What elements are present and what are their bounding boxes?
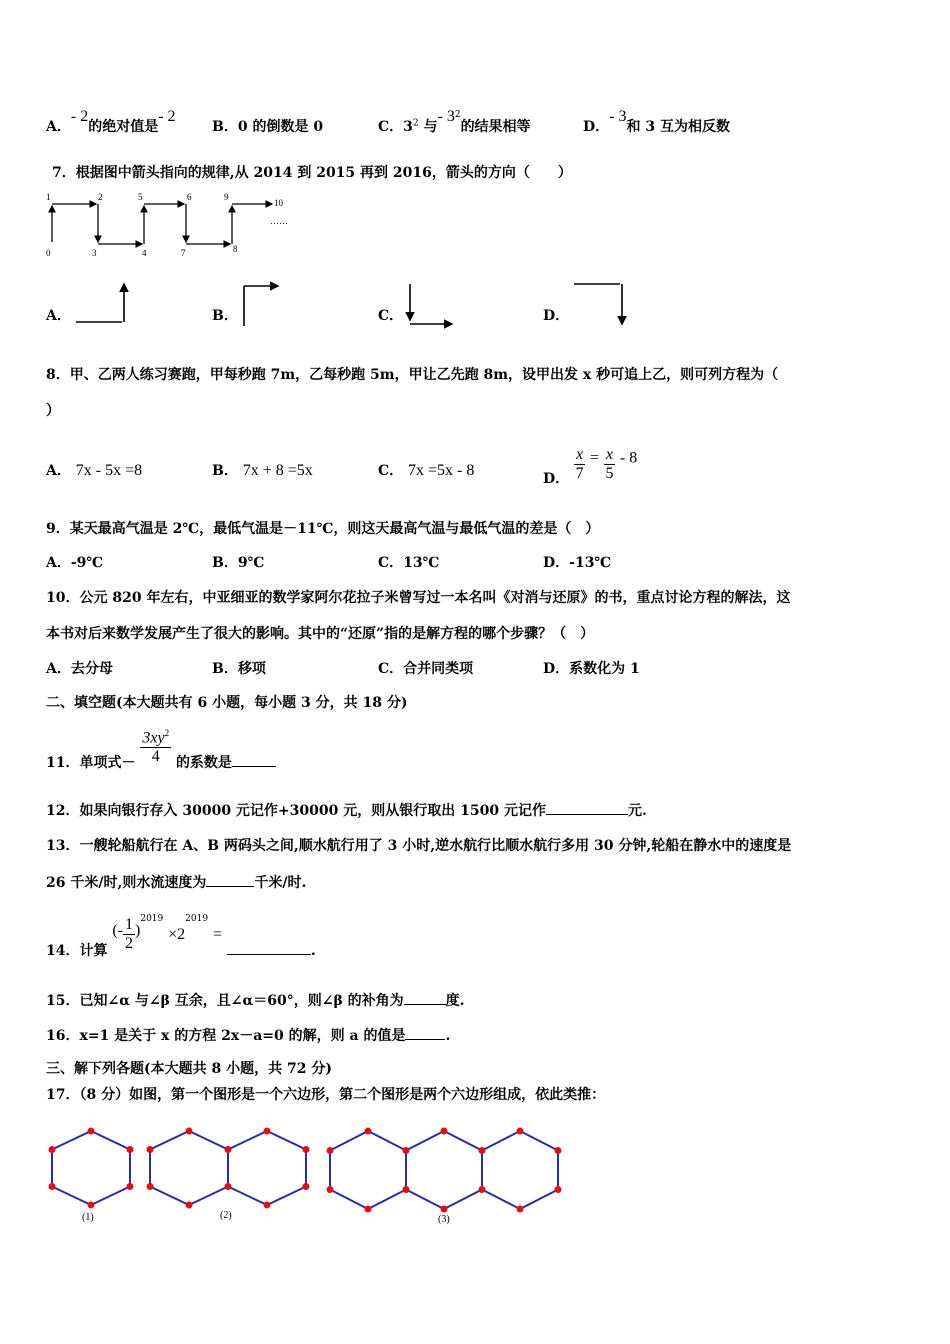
hexagon-vertex-dot	[264, 1128, 271, 1135]
svg-text:3: 3	[92, 248, 97, 258]
svg-text:10: 10	[274, 198, 283, 208]
hexagon-vertex-dot	[127, 1146, 134, 1153]
svg-text:(2): (2)	[220, 1210, 232, 1221]
svg-text:0: 0	[46, 248, 51, 258]
q12: 12．如果向银行存入 30000 元记作+30000 元，则从银行取出 1500 元记作 元.	[46, 800, 647, 820]
svg-text:1: 1	[46, 192, 51, 202]
hexagon	[228, 1131, 306, 1205]
hexagon-vertex-dot	[225, 1146, 232, 1153]
q7-option-c-arrow-icon	[402, 276, 462, 330]
hexagon-vertex-dot	[517, 1206, 524, 1213]
q9-stem: 9．某天最高气温是 2℃，最低气温是－11℃，则这天最高气温与最低气温的差是（ ）	[46, 521, 600, 537]
hexagon-vertex-dot	[264, 1202, 271, 1209]
q9-option-b[interactable]: B．9℃	[212, 555, 265, 571]
q10-option-b[interactable]: B．移项	[212, 661, 266, 677]
hexagon-vertex-dot	[365, 1206, 372, 1213]
hexagon-vertex-dot	[49, 1183, 56, 1190]
q7-option-d-arrow-icon	[572, 276, 632, 330]
q7-option-b-label[interactable]: B．	[212, 308, 238, 324]
q10-stem-line1: 10．公元 820 年左右，中亚细亚的数学家阿尔花拉子米曾写过一本名叫《对消与还原》的书，重点讨论方程的解法，这	[46, 590, 791, 606]
hexagon-vertex-dot	[147, 1183, 154, 1190]
q6-option-c: C．$3^2$ 与- $3^2$的结果相等	[378, 108, 531, 135]
q7-option-d-label[interactable]: D．	[543, 308, 570, 324]
q8-stem-line1: 8．甲、乙两人练习赛跑，甲每秒跑 7m，乙每秒跑 5m，甲让乙先跑 8m，设甲出发 x 秒可追上乙，则可列方程为（	[46, 367, 779, 383]
hexagon	[406, 1131, 482, 1209]
hexagon	[482, 1131, 558, 1209]
q9-option-c[interactable]: C．13℃	[378, 555, 440, 571]
hexagon-vertex-dot	[303, 1183, 310, 1190]
q17-hexagon-figures	[40, 1118, 580, 1228]
q13-answer-blank[interactable]	[206, 872, 254, 887]
hexagon-vertex-dot	[327, 1186, 334, 1193]
arrow-pattern-svg	[44, 190, 294, 260]
hexagon	[150, 1131, 228, 1205]
hexagon-vertex-dot	[186, 1202, 193, 1209]
svg-text:6: 6	[187, 192, 192, 202]
hexagon-vertex-dot	[365, 1128, 372, 1135]
hexagon-vertex-dot	[555, 1186, 562, 1193]
q16: 16．x=1 是关于 x 的方程 2x－a=0 的解，则 a 的值是 .	[46, 1025, 450, 1045]
q16-answer-blank[interactable]	[405, 1025, 445, 1040]
section2-heading: 二、填空题(本大题共有 6 小题，每小题 3 分，共 18 分)	[46, 695, 408, 711]
q10-option-c[interactable]: C．合并同类项	[378, 661, 474, 677]
svg-text:9: 9	[224, 192, 229, 202]
q14-answer-blank[interactable]	[227, 940, 311, 955]
svg-text:8: 8	[233, 244, 238, 254]
q13-line1: 13．一艘轮船航行在 A、B 两码头之间,顺水航行用了 3 小时,逆水航行比顺水航行多用 30 分钟,轮船在静水中的速度是	[46, 838, 792, 854]
hexagon-vertex-dot	[403, 1147, 410, 1154]
q12-answer-blank[interactable]	[546, 800, 628, 815]
hexagon-vertex-dot	[225, 1183, 232, 1190]
q8-stem-line2: ）	[46, 403, 60, 419]
svg-text:(1): (1)	[82, 1212, 94, 1223]
svg-text:……: ……	[270, 216, 288, 226]
q11-answer-blank[interactable]	[232, 752, 276, 767]
svg-text:7: 7	[181, 248, 186, 258]
q10-option-d[interactable]: D．系数化为 1	[543, 661, 640, 677]
svg-text:4: 4	[142, 248, 147, 258]
hexagon-vertex-dot	[517, 1128, 524, 1135]
q6-option-b: B．0 的倒数是 0	[212, 119, 324, 135]
hexagon-vertex-dot	[186, 1128, 193, 1135]
hexagon-vertex-dot	[303, 1146, 310, 1153]
q9-option-a[interactable]: A．-9℃	[46, 555, 104, 571]
q6-option-d: D．- 3和 3 互为相反数	[583, 108, 730, 135]
q7-option-c-label[interactable]: C．	[378, 308, 404, 324]
hexagon-vertex-dot	[88, 1202, 95, 1209]
svg-text:5: 5	[138, 192, 143, 202]
hexagon-vertex-dot	[441, 1206, 448, 1213]
q15: 15．已知∠α 与∠β 互余，且∠α＝60°，则∠β 的补角为 度.	[46, 990, 465, 1010]
q8-option-a[interactable]: A． 7x - 5x =8	[46, 462, 143, 479]
hexagon-vertex-dot	[479, 1186, 486, 1193]
section3-heading: 三、解下列各题(本大题共 8 小题，共 72 分)	[46, 1061, 332, 1077]
q14: 14．计算 (- $\frac{1}{2}$ )$^{2019} \times 2^{2019}$ = .	[46, 913, 316, 959]
q11: 11．单项式－ $\frac{3xy^2}{4}$ 的系数是	[46, 716, 276, 758]
svg-text:2: 2	[98, 192, 103, 202]
q8-option-c[interactable]: C． 7x =5x - 8	[378, 462, 475, 479]
hexagon	[52, 1131, 130, 1205]
hexagon-vertex-dot	[555, 1147, 562, 1154]
q10-option-a[interactable]: A．去分母	[46, 661, 113, 677]
hexagon-vertex-dot	[479, 1147, 486, 1154]
q10-stem-line2: 本书对后来数学发展产生了很大的影响。其中的“还原”指的是解方程的哪个步骤？（ ）	[46, 626, 595, 642]
hexagon-vertex-dot	[403, 1186, 410, 1193]
q17-stem: 17．（8 分）如图，第一个图形是一个六边形，第二个图形是两个六边形组成，依此类推：	[46, 1087, 606, 1103]
svg-text:(3): (3)	[438, 1214, 450, 1225]
q7-stem: 7．根据图中箭头指向的规律,从 2014 到 2015 再到 2016，箭头的方向（ ）	[52, 165, 572, 181]
hexagon-vertex-dot	[327, 1147, 334, 1154]
hexagon-vertex-dot	[49, 1146, 56, 1153]
hexagon-vertex-dot	[88, 1128, 95, 1135]
q6-option-a: A．- 2的绝对值是- 2	[46, 108, 176, 135]
hexagon-vertex-dot	[127, 1183, 134, 1190]
q8-option-d[interactable]: D． $\frac{x}{7}$ = $\frac{x}{5}$ - 8	[543, 446, 638, 487]
q8-option-b[interactable]: B． 7x + 8 =5x	[212, 462, 313, 479]
q9-option-d[interactable]: D．-13℃	[543, 555, 612, 571]
q13-line2: 26 千米/时,则水流速度为 千米/时.	[46, 872, 306, 892]
hexagon-vertex-dot	[147, 1146, 154, 1153]
q15-answer-blank[interactable]	[404, 990, 446, 1005]
q7-option-a-arrow-icon	[74, 276, 134, 330]
q7-option-a-label[interactable]: A．	[46, 308, 71, 324]
hexagon	[330, 1131, 406, 1209]
hexagon-vertex-dot	[441, 1128, 448, 1135]
q7-option-b-arrow-icon	[238, 276, 288, 330]
